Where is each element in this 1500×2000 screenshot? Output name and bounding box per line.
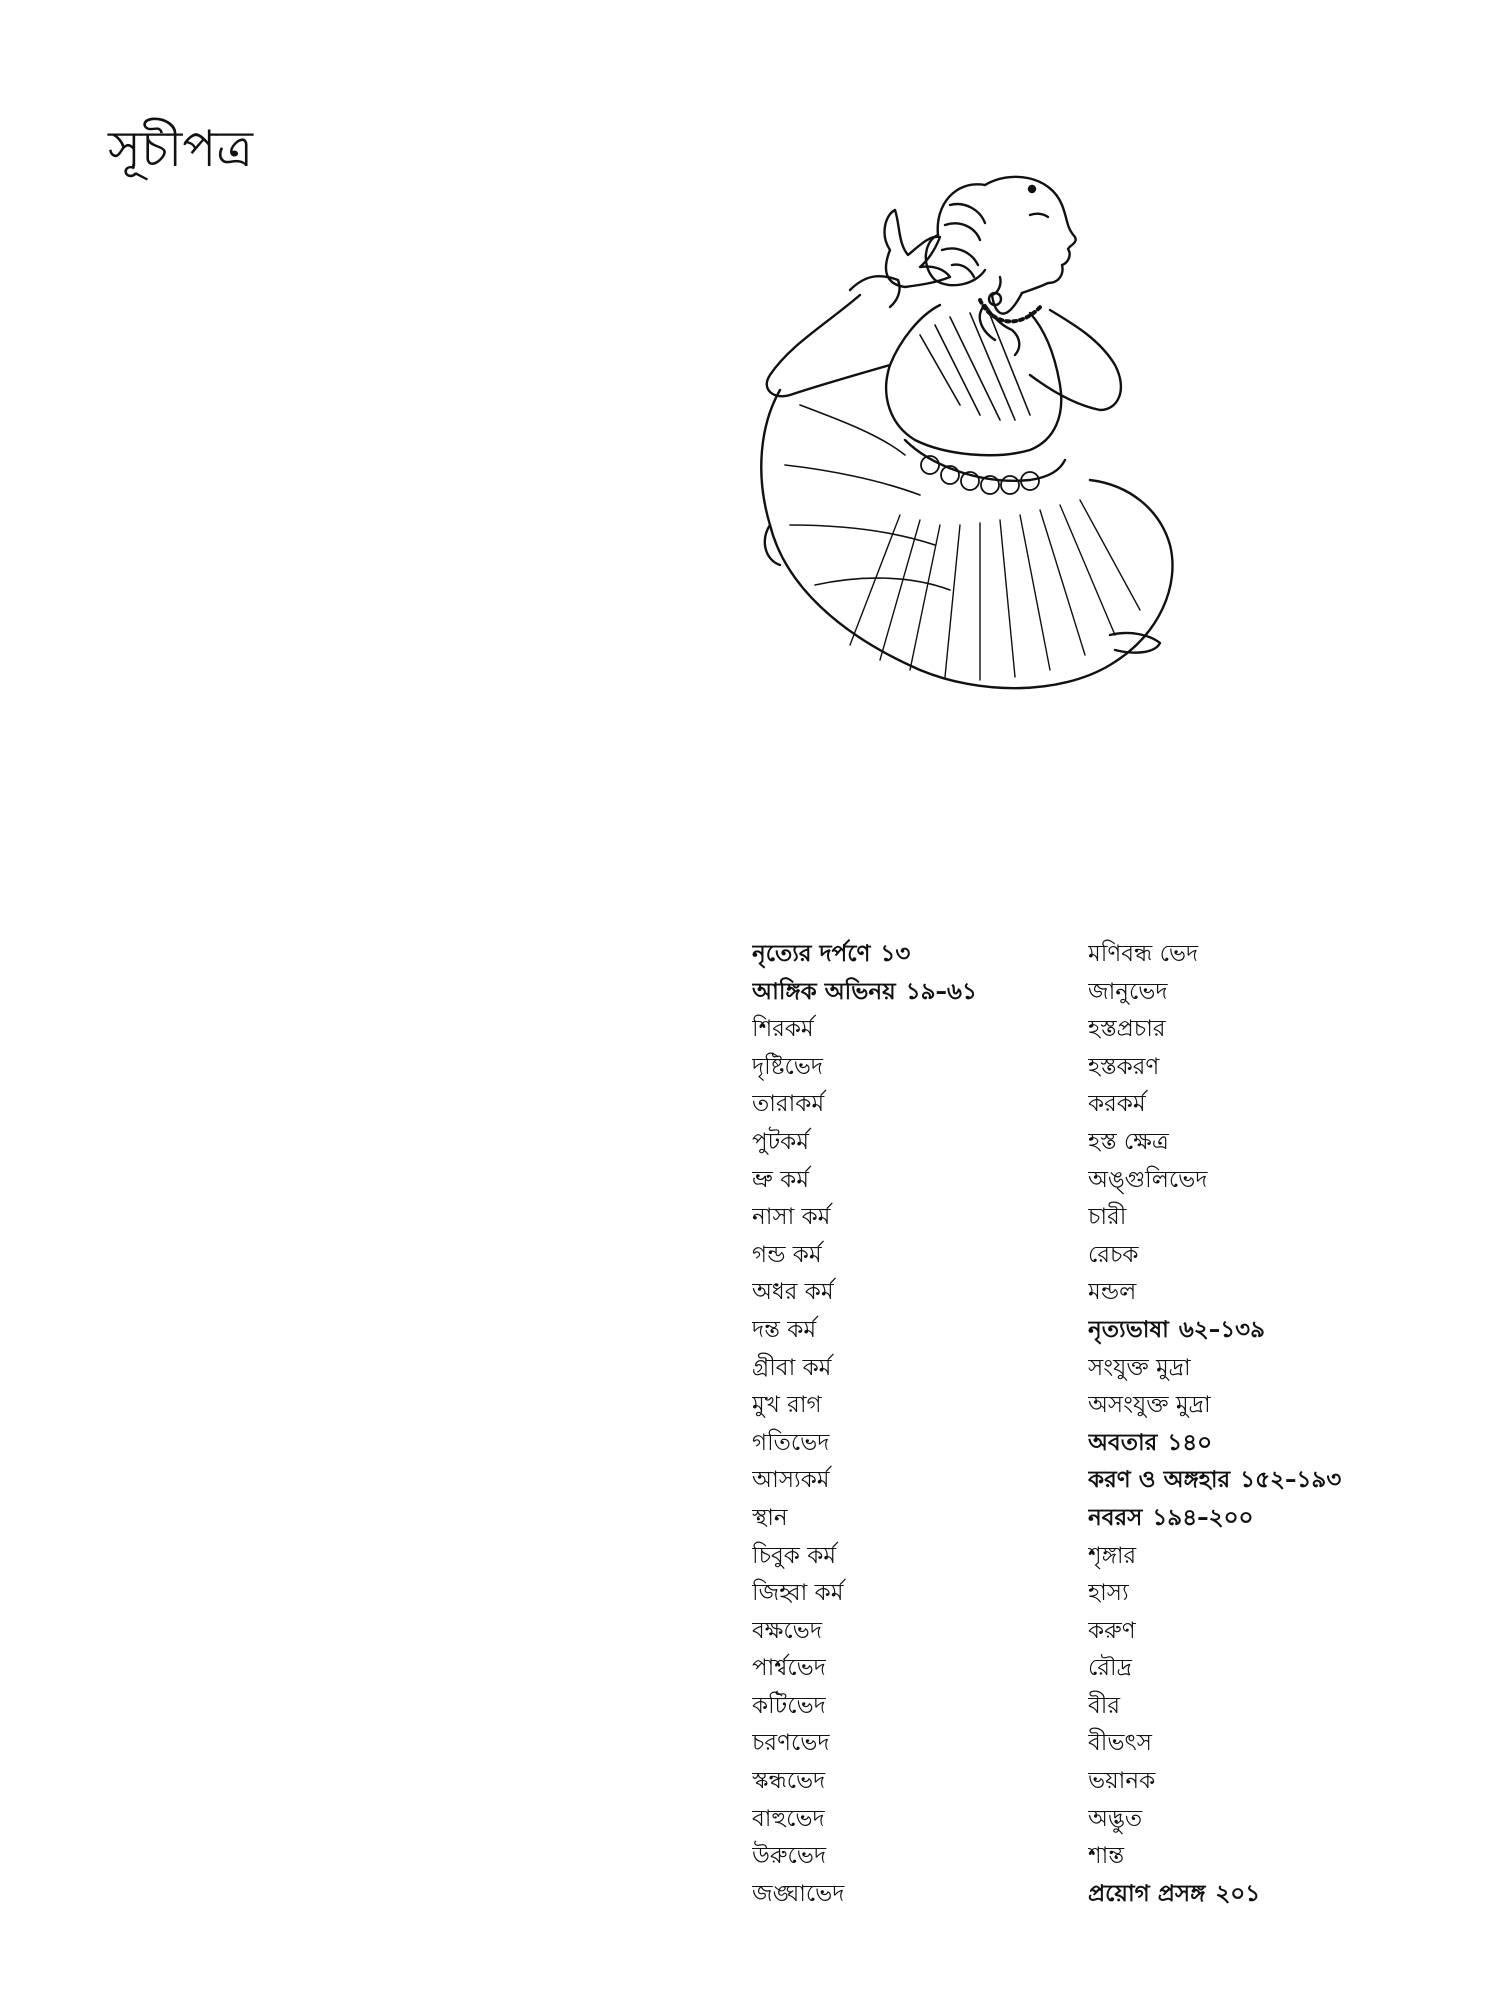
toc-entry-title: স্কন্ধভেদ bbox=[752, 1768, 826, 1795]
toc-entry bbox=[1088, 1462, 1468, 1500]
toc-entry-title: হাস্য bbox=[1088, 1580, 1129, 1607]
toc-entry bbox=[1088, 1350, 1468, 1388]
toc-entry bbox=[752, 936, 1052, 974]
toc-entry-title: মুখ রাগ bbox=[752, 1392, 822, 1419]
toc-entry bbox=[1088, 1763, 1468, 1801]
toc-entry-title: চরণভেদ bbox=[752, 1730, 830, 1757]
toc-entry bbox=[752, 1199, 1052, 1237]
toc-entry-title: উরুভেদ bbox=[752, 1843, 827, 1870]
toc-entry bbox=[752, 1575, 1052, 1613]
toc-entry-title: অবতার bbox=[1088, 1429, 1158, 1456]
toc-entry bbox=[752, 1312, 1052, 1350]
toc-entry-title: অসংযুক্ত মুদ্রা bbox=[1088, 1392, 1211, 1419]
toc-entry-title: করকর্ম bbox=[1088, 1091, 1146, 1118]
toc-entry bbox=[1088, 1425, 1468, 1463]
toc-entry-title: বীর bbox=[1088, 1692, 1121, 1719]
toc-entry bbox=[1088, 1575, 1468, 1613]
toc-entry-title: হস্ত ক্ষেত্র bbox=[1088, 1128, 1169, 1155]
dancer-illustration bbox=[730, 165, 1270, 870]
toc-entry-title: শান্ত bbox=[1088, 1843, 1125, 1870]
toc-entry bbox=[1088, 1838, 1468, 1876]
toc-entry-title: দৃষ্টিভেদ bbox=[752, 1053, 823, 1080]
toc-entry bbox=[1088, 1650, 1468, 1688]
toc-entry bbox=[752, 1725, 1052, 1763]
toc-entry-pages: ১৩ bbox=[880, 941, 911, 967]
toc-entry bbox=[1088, 1011, 1468, 1049]
toc-entry-title: অধর কর্ম bbox=[752, 1279, 834, 1306]
toc-entry bbox=[1088, 1162, 1468, 1200]
toc-entry bbox=[1088, 1688, 1468, 1726]
toc-entry bbox=[1088, 1199, 1468, 1237]
toc-entry bbox=[752, 1838, 1052, 1876]
toc-entry-title: শৃঙ্গার bbox=[1088, 1542, 1137, 1569]
toc-entry-title: রেচক bbox=[1088, 1241, 1139, 1268]
toc-entry-title: তারাকর্ম bbox=[752, 1091, 825, 1118]
toc-entry-pages: ১৯–৬১ bbox=[905, 978, 977, 1005]
toc-entry bbox=[1088, 1500, 1468, 1538]
toc-entry-title: অঙ্গুলিভেদ bbox=[1088, 1166, 1208, 1193]
toc-entry-title: নবরস bbox=[1088, 1504, 1143, 1531]
page-title: সূচীপত্র bbox=[108, 120, 253, 178]
toc-entry-title: হস্তপ্রচার bbox=[1088, 1016, 1166, 1043]
toc-entry bbox=[1088, 1538, 1468, 1576]
toc-entry-title: আঙ্গিক অভিনয় bbox=[752, 978, 896, 1005]
toc-entry-title: গন্ড কর্ম bbox=[752, 1241, 822, 1268]
toc-entry-title: বক্ষভেদ bbox=[752, 1617, 822, 1644]
toc-entry bbox=[752, 1613, 1052, 1651]
toc-entry-title: রৌদ্র bbox=[1088, 1655, 1132, 1682]
toc-entry-title: সংযুক্ত মুদ্রা bbox=[1088, 1354, 1191, 1381]
toc-entry-title: পুটকর্ম bbox=[752, 1128, 810, 1155]
toc-entry-title: ভ্রু কর্ম bbox=[752, 1166, 809, 1193]
toc-entry-pages: ১৫২–১৯৩ bbox=[1240, 1467, 1342, 1494]
toc-entry-title: বীভৎস bbox=[1088, 1730, 1153, 1757]
toc-entry bbox=[1088, 974, 1468, 1012]
toc-entry-title: মন্ডল bbox=[1088, 1279, 1137, 1306]
toc-entry bbox=[1088, 1876, 1468, 1914]
toc-column-right bbox=[1088, 936, 1468, 1913]
toc-entry-title: জঙ্ঘাভেদ bbox=[752, 1880, 845, 1907]
toc-entry bbox=[1088, 1049, 1468, 1087]
toc-entry-title: নৃত্যভাষা bbox=[1088, 1316, 1169, 1343]
toc-entry-title: হস্তকরণ bbox=[1088, 1053, 1160, 1080]
toc-entry bbox=[752, 974, 1052, 1012]
toc-entry bbox=[1088, 1237, 1468, 1275]
toc-entry bbox=[752, 1350, 1052, 1388]
toc-entry bbox=[752, 1162, 1052, 1200]
toc-entry-pages: ৬২–১৩৯ bbox=[1178, 1316, 1266, 1343]
toc-entry-title: পার্শ্বভেদ bbox=[752, 1655, 826, 1682]
toc-entry-title: দন্ত কর্ম bbox=[752, 1316, 817, 1343]
toc-column-left bbox=[752, 936, 1052, 1913]
toc-entry bbox=[1088, 1274, 1468, 1312]
toc-entry bbox=[1088, 1613, 1468, 1651]
toc-entry bbox=[752, 1876, 1052, 1914]
toc-entry-title: বাহুভেদ bbox=[752, 1805, 825, 1832]
toc-entry bbox=[752, 1425, 1052, 1463]
toc-entry-title: করণ ও অঙ্গহার bbox=[1088, 1467, 1231, 1494]
toc-entry bbox=[1088, 1124, 1468, 1162]
toc-entry-title: করুণ bbox=[1088, 1617, 1136, 1644]
toc-entry-title: আস্যকর্ম bbox=[752, 1467, 830, 1494]
toc-entry bbox=[752, 1688, 1052, 1726]
toc-entry-title: কটিভেদ bbox=[752, 1692, 826, 1719]
toc-entry-title: গ্রীবা কর্ম bbox=[752, 1354, 832, 1381]
toc-entry bbox=[1088, 1725, 1468, 1763]
toc-entry bbox=[752, 1763, 1052, 1801]
toc-entry-title: চিবুক কর্ম bbox=[752, 1542, 837, 1569]
toc-entry-pages: ১৪০ bbox=[1167, 1429, 1213, 1456]
toc-entry-title: স্থান bbox=[752, 1504, 788, 1531]
toc-entry-title: জিহ্বা কর্ম bbox=[752, 1580, 844, 1607]
toc-entry-title: চারী bbox=[1088, 1204, 1127, 1231]
toc-entry-pages: ২০১ bbox=[1215, 1880, 1261, 1907]
toc-entry-pages: ১৯৪–২০০ bbox=[1152, 1504, 1254, 1531]
toc-entry-title: নাসা কর্ম bbox=[752, 1204, 831, 1231]
toc-entry bbox=[752, 1387, 1052, 1425]
toc-entry-title: জানুভেদ bbox=[1088, 978, 1168, 1005]
toc-entry bbox=[752, 1237, 1052, 1275]
toc-entry-title: ভয়ানক bbox=[1088, 1768, 1156, 1795]
toc-entry bbox=[1088, 1801, 1468, 1839]
toc-entry bbox=[752, 1274, 1052, 1312]
toc-entry bbox=[752, 1049, 1052, 1087]
toc-entry-title: গতিভেদ bbox=[752, 1429, 830, 1456]
toc-entry bbox=[752, 1538, 1052, 1576]
toc-entry bbox=[1088, 1086, 1468, 1124]
toc-entry bbox=[752, 1462, 1052, 1500]
toc-entry-title: শিরকর্ম bbox=[752, 1016, 814, 1043]
toc-entry bbox=[752, 1500, 1052, 1538]
toc-entry bbox=[752, 1801, 1052, 1839]
toc-entry-title: নৃত্যের দর্পণে bbox=[752, 941, 871, 967]
toc-entry bbox=[1088, 1387, 1468, 1425]
toc-entry bbox=[752, 1650, 1052, 1688]
toc-entry-title: অদ্ভুত bbox=[1088, 1805, 1143, 1832]
toc-entry bbox=[752, 1086, 1052, 1124]
toc-entry-title: মণিবন্ধ ভেদ bbox=[1088, 941, 1199, 967]
toc-entry bbox=[752, 1011, 1052, 1049]
toc-entry-title: প্রয়োগ প্রসঙ্গ bbox=[1088, 1880, 1206, 1907]
toc-entry bbox=[1088, 1312, 1468, 1350]
toc-entry bbox=[1088, 936, 1468, 974]
toc-entry bbox=[752, 1124, 1052, 1162]
